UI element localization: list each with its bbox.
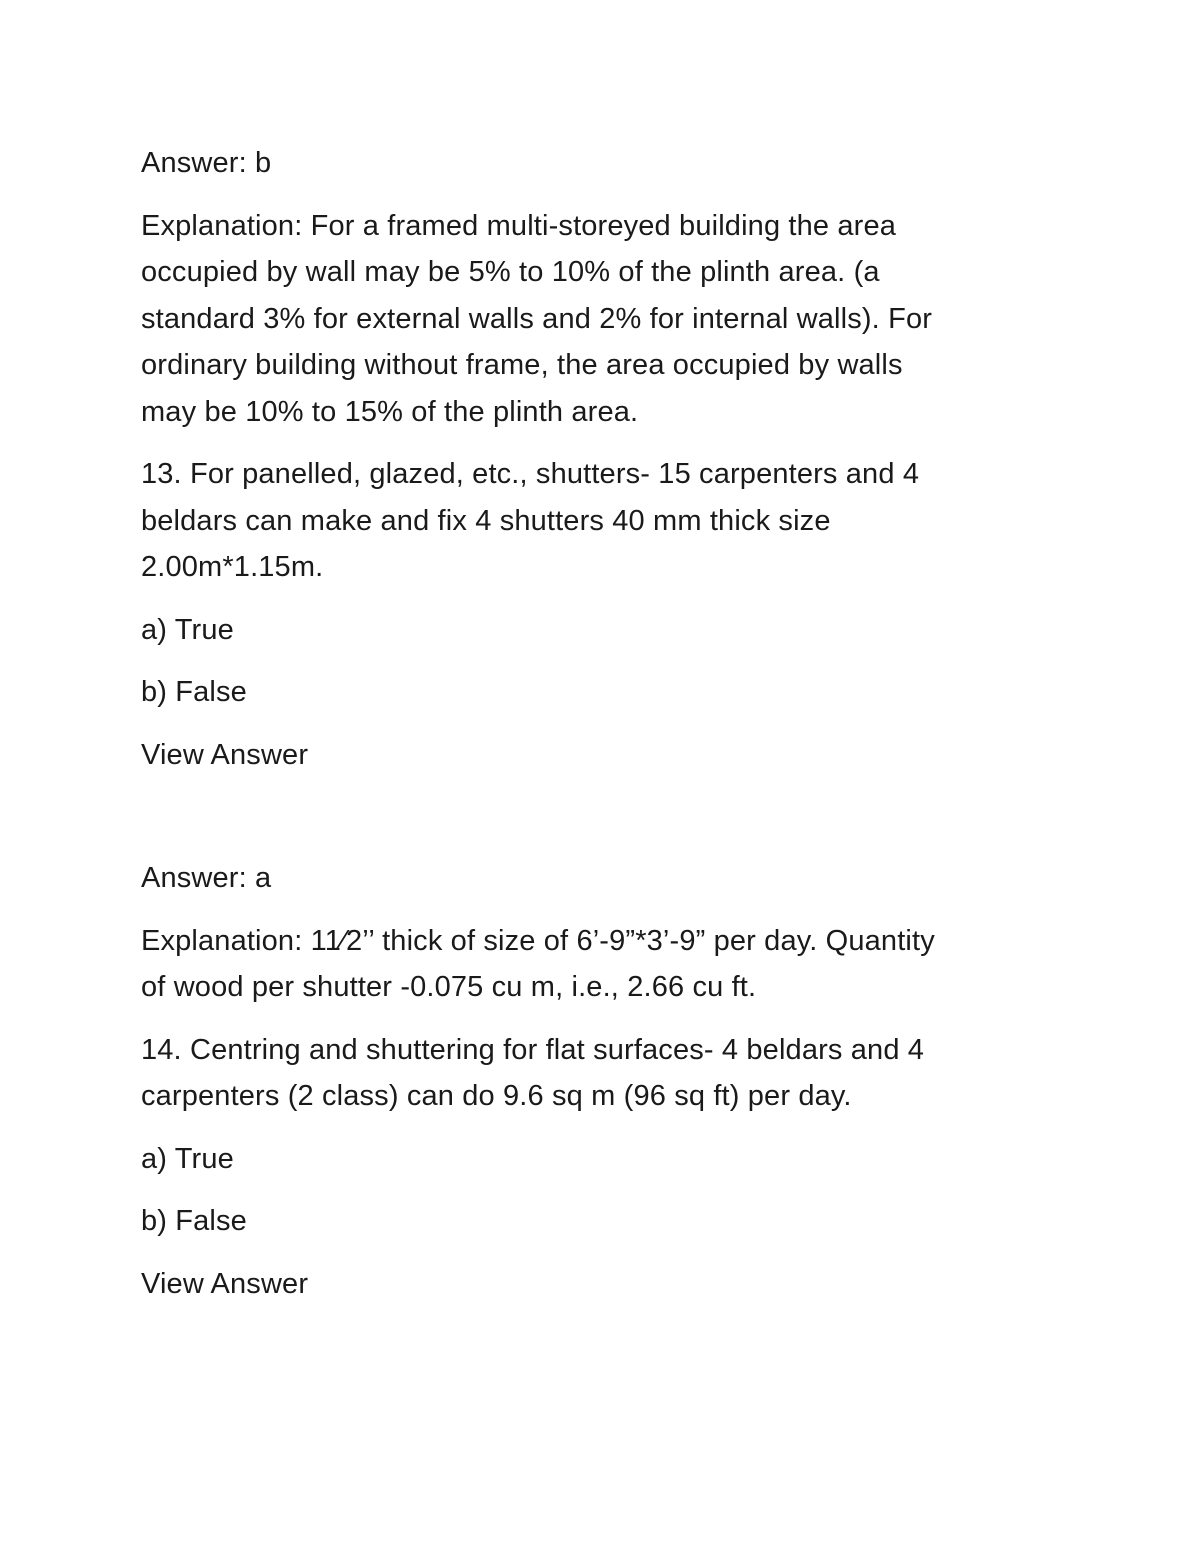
answer-text: Answer: a: [141, 862, 272, 894]
option-b: b) False: [141, 676, 247, 708]
question-line: carpenters (2 class) can do 9.6 sq m (96 sq ft) per day.: [141, 1080, 852, 1112]
option-a: a) True: [141, 1142, 234, 1175]
explanation-line: Explanation: For a framed multi-storeyed building the area: [141, 209, 897, 242]
question-line: 13. For panelled, glazed, etc., shutters- 15 carpenters and 4: [141, 458, 920, 490]
explanation-paragraph: [141, 918, 1061, 1011]
explanation-paragraph: [141, 203, 1061, 436]
question-line: beldars can make and fix 4 shutters 40 mm thick size: [141, 504, 831, 537]
view-answer-link[interactable]: View Answer: [141, 1267, 309, 1300]
explanation-line: ordinary building without frame, the area occupied by walls: [141, 349, 903, 381]
page-content: [141, 140, 1061, 1307]
view-answer-link[interactable]: View Answer: [141, 738, 309, 771]
option-a: a) True: [141, 613, 234, 646]
option-b: b) False: [141, 1205, 247, 1237]
explanation-line: may be 10% to 15% of the plinth area.: [141, 395, 639, 428]
explanation-line: standard 3% for external walls and 2% for internal walls). For: [141, 302, 933, 335]
explanation-line: Explanation: 11⁄2’’ thick of size of 6’-9”*3’-9” per day. Quantity: [141, 924, 935, 957]
question-line: 14. Centring and shuttering for flat surfaces- 4 beldars and 4: [141, 1033, 925, 1066]
answer-text: Answer: b: [141, 147, 272, 179]
question-line: 2.00m*1.15m.: [141, 551, 324, 583]
question-14: [141, 1027, 1061, 1120]
explanation-line: of wood per shutter -0.075 cu m, i.e., 2.66 cu ft.: [141, 971, 757, 1003]
explanation-line: occupied by wall may be 5% to 10% of the plinth area. (a: [141, 256, 880, 288]
question-13: [141, 451, 1061, 591]
